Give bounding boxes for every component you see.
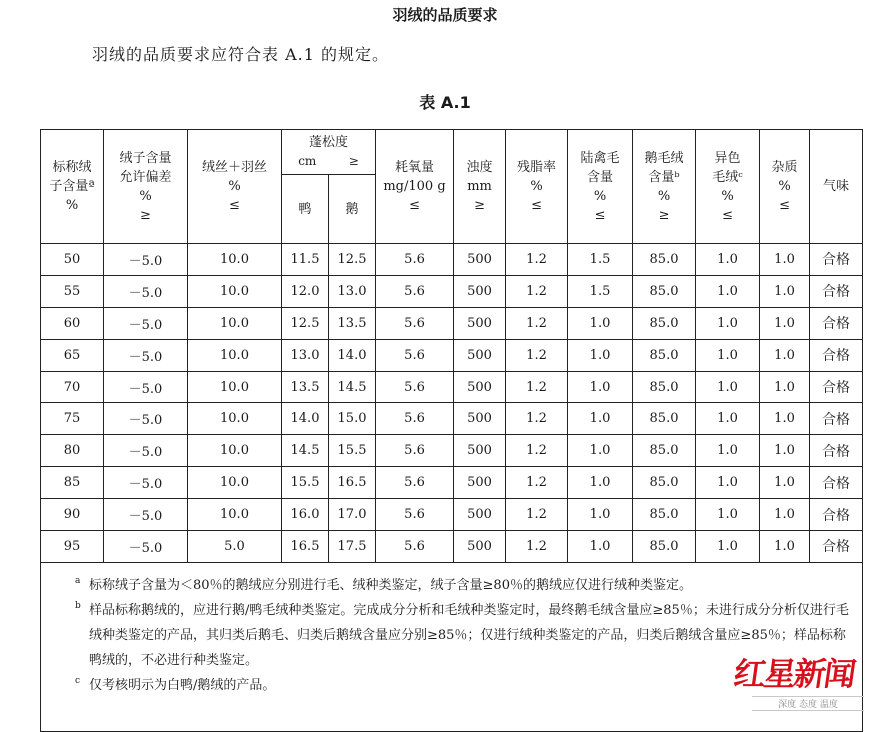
table-cell: 12.5 — [282, 307, 329, 339]
header-fill-power-duck: 鸭 — [282, 175, 329, 244]
table-cell: －5.0 — [104, 244, 188, 276]
table-cell: 1.0 — [696, 371, 760, 403]
note-a — [75, 573, 850, 598]
table-cell: 85.0 — [633, 403, 696, 435]
table-cell: 80 — [41, 435, 104, 467]
table-cell: 60 — [41, 307, 104, 339]
header-turbidity: 浊度 mm ≥ — [454, 130, 506, 244]
table-cell: 15.5 — [329, 435, 376, 467]
table-cell: 1.5 — [568, 275, 633, 307]
header-land-fowl-feather: 陆禽毛 含量 % ≤ — [568, 130, 633, 244]
table-cell: 500 — [454, 307, 506, 339]
table-cell: 1.0 — [568, 371, 633, 403]
table-cell: 16.5 — [282, 531, 329, 563]
intro-paragraph: 羽绒的品质要求应符合表 A.1 的规定。 — [92, 45, 389, 64]
table-cell: 1.0 — [696, 467, 760, 499]
table-cell: 95 — [41, 531, 104, 563]
table-cell: 5.0 — [188, 531, 282, 563]
table-cell: 500 — [454, 435, 506, 467]
table-cell: 85.0 — [633, 307, 696, 339]
table-cell: 75 — [41, 403, 104, 435]
table-cell: 1.0 — [760, 531, 810, 563]
header-fill-power-goose: 鹅 — [329, 175, 376, 244]
table-cell: 1.0 — [760, 339, 810, 371]
table-cell: 85.0 — [633, 531, 696, 563]
table-cell: 1.0 — [760, 307, 810, 339]
table-cell: －5.0 — [104, 435, 188, 467]
table-row — [41, 435, 863, 467]
table-cell: 1.0 — [568, 307, 633, 339]
table-cell: 合格 — [810, 435, 863, 467]
table-cell: 1.0 — [696, 275, 760, 307]
table-cell: 17.5 — [329, 531, 376, 563]
quality-table-container — [40, 129, 862, 732]
table-cell: 1.2 — [506, 499, 568, 531]
table-cell: 10.0 — [188, 275, 282, 307]
table-cell: 5.6 — [376, 339, 454, 371]
watermark-logo — [731, 652, 884, 716]
table-cell: －5.0 — [104, 371, 188, 403]
header-oxygen-consumption: 耗氧量 mg/100 g ≤ — [376, 130, 454, 244]
table-cell: 1.0 — [760, 275, 810, 307]
table-cell: 10.0 — [188, 307, 282, 339]
table-cell: 1.5 — [568, 244, 633, 276]
table-row — [41, 307, 863, 339]
table-cell: 1.0 — [696, 403, 760, 435]
table-cell: 合格 — [810, 244, 863, 276]
table-cell: 5.6 — [376, 244, 454, 276]
table-cell: 10.0 — [188, 435, 282, 467]
table-cell: 85 — [41, 467, 104, 499]
note-b-mark: b — [75, 600, 81, 611]
table-cell: 15.0 — [329, 403, 376, 435]
table-cell: 1.2 — [506, 339, 568, 371]
table-cell: 14.5 — [329, 371, 376, 403]
table-cell: 1.0 — [696, 307, 760, 339]
table-cell: 1.2 — [506, 371, 568, 403]
header-odor: 气味 — [810, 130, 863, 244]
table-cell: 1.0 — [760, 244, 810, 276]
header-impurity: 杂质 % ≤ — [760, 130, 810, 244]
table-cell: －5.0 — [104, 467, 188, 499]
table-cell: －5.0 — [104, 275, 188, 307]
table-cell: 5.6 — [376, 307, 454, 339]
page-heading: 羽绒的品质要求 — [392, 6, 498, 24]
table-cell: －5.0 — [104, 339, 188, 371]
table-cell: 1.0 — [760, 371, 810, 403]
table-row — [41, 403, 863, 435]
table-cell: 12.0 — [282, 275, 329, 307]
table-row — [41, 371, 863, 403]
table-cell: 1.0 — [568, 403, 633, 435]
table-cell: 1.0 — [696, 531, 760, 563]
table-cell: 1.0 — [760, 467, 810, 499]
table-cell: 5.6 — [376, 499, 454, 531]
table-cell: 13.0 — [329, 275, 376, 307]
table-cell: 1.0 — [696, 339, 760, 371]
table-cell: 500 — [454, 244, 506, 276]
table-cell: 1.0 — [760, 435, 810, 467]
table-cell: 90 — [41, 499, 104, 531]
table-cell: 14.0 — [329, 339, 376, 371]
table-cell: 85.0 — [633, 499, 696, 531]
table-cell: 13.5 — [329, 307, 376, 339]
note-b-text: 样品标称鹅绒的，应进行鹅/鸭毛绒种类鉴定。完成成分分析和毛绒种类鉴定时，最终鹅毛绒含量应≥85％；未进行成分分析仅进行毛绒种类鉴定的产品，其归类后鹅毛、归类后鹅绒含量应分别≥85％；仅进行绒种类鉴定的产品，归类后鹅绒含量应≥85％；样品标称鸭绒的，不必进行种类鉴定。 — [89, 602, 849, 668]
table-cell: 合格 — [810, 371, 863, 403]
table-cell: 5.6 — [376, 435, 454, 467]
table-cell: 1.0 — [760, 499, 810, 531]
table-cell: 500 — [454, 403, 506, 435]
table-cell: 15.5 — [282, 467, 329, 499]
table-cell: 1.0 — [568, 339, 633, 371]
table-cell: 合格 — [810, 499, 863, 531]
header-residual-fat: 残脂率 % ≤ — [506, 130, 568, 244]
table-cell: 1.0 — [568, 531, 633, 563]
header-off-color-down: 异色 毛绒ᶜ % ≤ — [696, 130, 760, 244]
table-cell: 85.0 — [633, 467, 696, 499]
table-cell: 10.0 — [188, 244, 282, 276]
table-row — [41, 339, 863, 371]
table-cell: 5.6 — [376, 371, 454, 403]
table-row — [41, 275, 863, 307]
table-row — [41, 244, 863, 276]
table-cell: 500 — [454, 371, 506, 403]
table-cell: 合格 — [810, 307, 863, 339]
table-cell: 1.2 — [506, 275, 568, 307]
table-cell: 10.0 — [188, 339, 282, 371]
table-row — [41, 499, 863, 531]
table-cell: 500 — [454, 339, 506, 371]
table-row — [41, 467, 863, 499]
table-cell: －5.0 — [104, 307, 188, 339]
table-cell: 5.6 — [376, 531, 454, 563]
table-cell: 85.0 — [633, 371, 696, 403]
table-cell: 16.0 — [282, 499, 329, 531]
table-cell: 1.0 — [568, 467, 633, 499]
table-cell: 500 — [454, 275, 506, 307]
table-cell: 55 — [41, 275, 104, 307]
table-cell: 1.0 — [568, 499, 633, 531]
watermark-tagline: 深度 态度 温度 — [752, 696, 864, 711]
table-cell: 1.2 — [506, 531, 568, 563]
table-cell: 1.2 — [506, 467, 568, 499]
table-cell: 1.2 — [506, 403, 568, 435]
table-caption: 表 A.1 — [419, 93, 471, 112]
table-cell: 500 — [454, 499, 506, 531]
note-a-mark: a — [75, 575, 81, 586]
table-cell: 10.0 — [188, 403, 282, 435]
note-a-text: 标称绒子含量为＜80％的鹅绒应分别进行毛、绒种类鉴定，绒子含量≥80％的鹅绒应仅进行绒种类鉴定。 — [89, 577, 692, 593]
table-cell: 11.5 — [282, 244, 329, 276]
table-cell: 85.0 — [633, 244, 696, 276]
table-cell: 5.6 — [376, 467, 454, 499]
table-cell: 1.0 — [696, 435, 760, 467]
table-cell: 10.0 — [188, 499, 282, 531]
table-cell: 13.5 — [282, 371, 329, 403]
table-cell: 85.0 — [633, 275, 696, 307]
table-cell: －5.0 — [104, 499, 188, 531]
table-cell: 65 — [41, 339, 104, 371]
table-cell: 12.5 — [329, 244, 376, 276]
table-cell: 17.0 — [329, 499, 376, 531]
note-c-mark: c — [75, 675, 81, 686]
table-cell: 1.2 — [506, 307, 568, 339]
table-cell: 5.6 — [376, 403, 454, 435]
table-cell: 14.0 — [282, 403, 329, 435]
table-cell: 70 — [41, 371, 104, 403]
table-cell: 85.0 — [633, 435, 696, 467]
table-cell: 85.0 — [633, 339, 696, 371]
table-cell: 16.5 — [329, 467, 376, 499]
table-cell: 10.0 — [188, 467, 282, 499]
table-cell: 50 — [41, 244, 104, 276]
table-cell: 合格 — [810, 403, 863, 435]
table-cell: 13.0 — [282, 339, 329, 371]
quality-table — [40, 129, 863, 732]
table-cell: 1.0 — [696, 244, 760, 276]
table-cell: 1.0 — [696, 499, 760, 531]
header-fill-power: 蓬松度 cm ≥ — [282, 130, 376, 175]
table-cell: 500 — [454, 467, 506, 499]
table-cell: 合格 — [810, 531, 863, 563]
header-down-tolerance: 绒子含量 允许偏差 % ≥ — [104, 130, 188, 244]
table-cell: 10.0 — [188, 371, 282, 403]
table-cell: 1.0 — [760, 403, 810, 435]
header-goose-down-content: 鹅毛绒 含量ᵇ % ≥ — [633, 130, 696, 244]
table-cell: 1.2 — [506, 244, 568, 276]
note-c-text: 仅考核明示为白鸭/鹅绒的产品。 — [89, 677, 276, 693]
watermark-name: 红星新闻 — [731, 655, 857, 693]
table-cell: 合格 — [810, 275, 863, 307]
header-nominal-down-content: 标称绒 子含量ª % — [41, 130, 104, 244]
table-cell: 1.2 — [506, 435, 568, 467]
table-cell: 合格 — [810, 467, 863, 499]
table-cell: 500 — [454, 531, 506, 563]
table-cell: 合格 — [810, 339, 863, 371]
table-row — [41, 531, 863, 563]
table-cell: －5.0 — [104, 403, 188, 435]
table-cell: －5.0 — [104, 531, 188, 563]
table-body — [41, 244, 863, 563]
table-cell: 1.0 — [568, 435, 633, 467]
table-cell: 5.6 — [376, 275, 454, 307]
table-cell: 14.5 — [282, 435, 329, 467]
header-fiber-content: 绒丝＋羽丝 % ≤ — [188, 130, 282, 244]
